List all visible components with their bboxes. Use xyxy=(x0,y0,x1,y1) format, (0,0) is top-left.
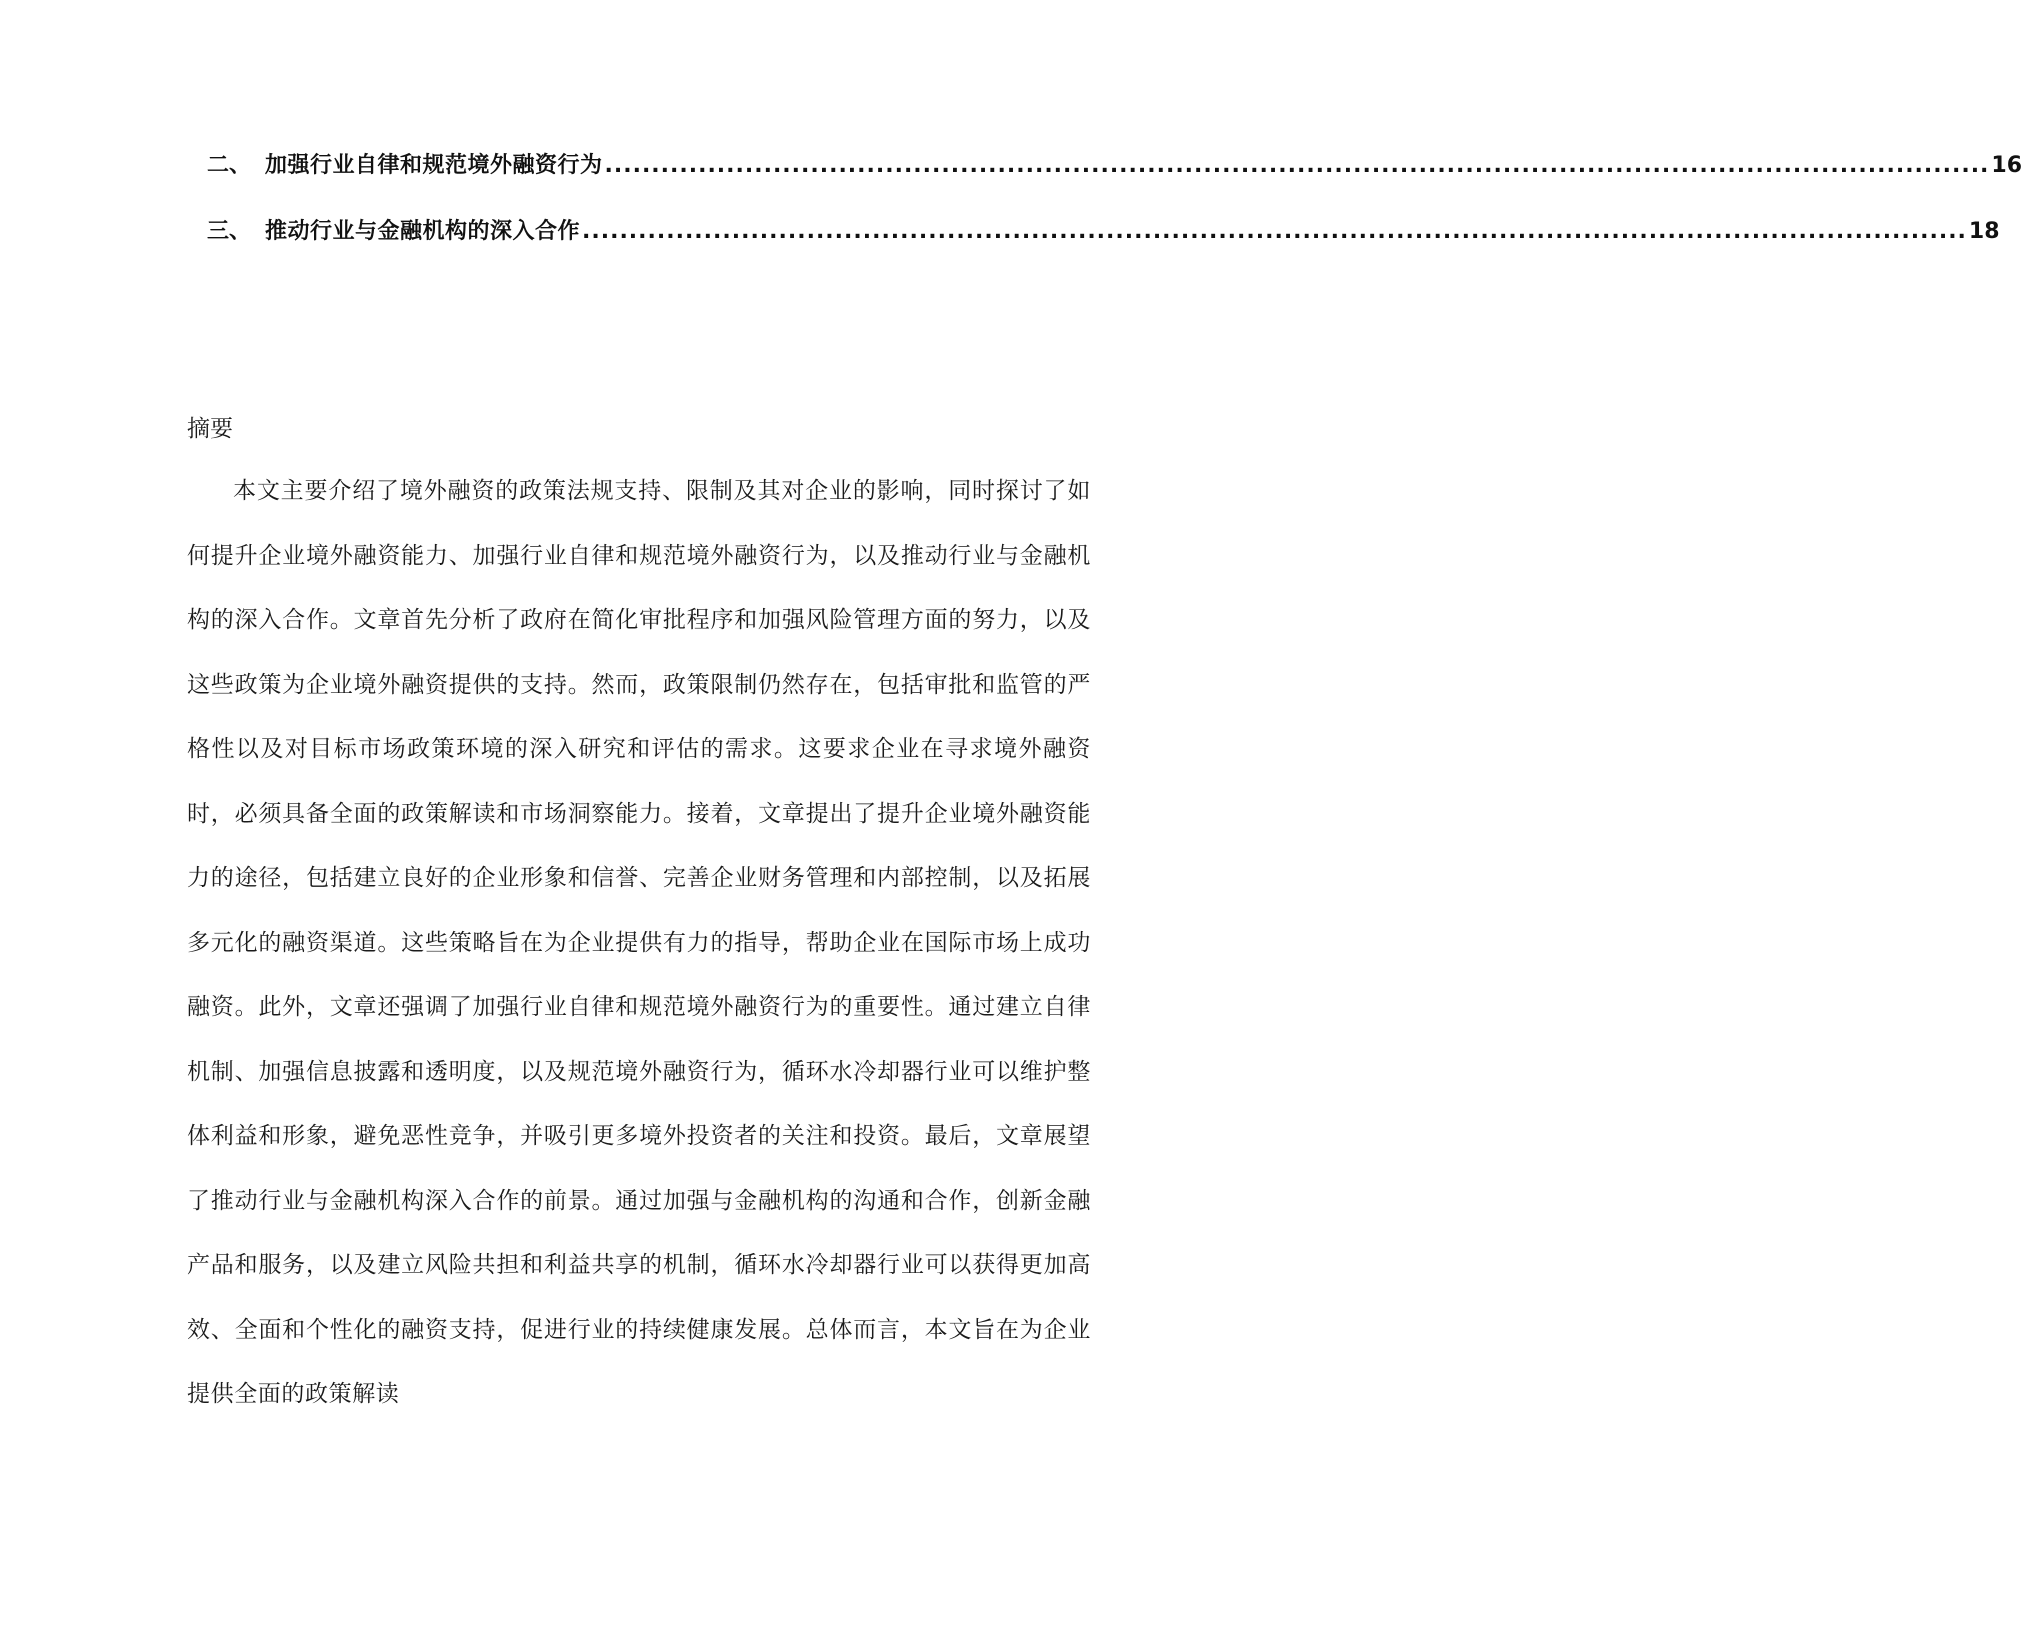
abstract-heading: 摘要 xyxy=(187,416,233,442)
toc-entry[interactable] xyxy=(207,148,2022,214)
table-of-contents xyxy=(207,148,2022,280)
toc-entry-title: 推动行业与金融机构的深入合作 xyxy=(265,219,581,244)
toc-leader-dots: .................................................................................................................................................... xyxy=(604,153,1990,178)
toc-leader-dots: .................................................................................................................................................... xyxy=(582,219,1967,244)
abstract-body-paragraph: 本文主要介绍了境外融资的政策法规支持、限制及其对企业的影响，同时探讨了如何提升企业境外融资能力、加强行业自律和规范境外融资行为，以及推动行业与金融机构的深入合作。文章首先分析了政府在简化审批程序和加强风险管理方面的努力，以及这些政策为企业境外融资提供的支持。然而，政策限制仍然存在，包括审批和监管的严格性以及对目标市场政策环境的深入研究和评估的需求。这要求企业在寻求境外融资时，必须具备全面的政策解读和市场洞察能力。接着，文章提出了提升企业境外融资能力的途径，包括建立良好的企业形象和信誉、完善企业财务管理和内部控制，以及拓展多元化的融资渠道。这些策略旨在为企业提供有力的指导，帮助企业在国际市场上成功融资。此外，文章还强调了加强行业自律和规范境外融资行为的重要性。通过建立自律机制、加强信息披露和透明度，以及规范境外融资行为，循环水冷却器行业可以维护整体利益和形象，避免恶性竞争，并吸引更多境外投资者的关注和投资。最后，文章展望了推动行业与金融机构深入合作的前景。通过加强与金融机构的沟通和合作，创新金融产品和服务，以及建立风险共担和利益共享的机制，循环水冷却器行业可以获得更加高效、全面和个性化的融资支持，促进行业的持续健康发展。总体而言，本文旨在为企业提供全面的政策解读 xyxy=(187,478,1091,1407)
toc-entry-page-number: 16 xyxy=(1991,153,2022,178)
toc-entry-number: 二、 xyxy=(207,153,252,178)
toc-entry-page-number: 18 xyxy=(1968,219,2000,244)
toc-entry-number: 三、 xyxy=(207,219,252,244)
toc-entry[interactable] xyxy=(207,214,2000,280)
toc-entry-title: 加强行业自律和规范境外融资行为 xyxy=(265,153,603,178)
